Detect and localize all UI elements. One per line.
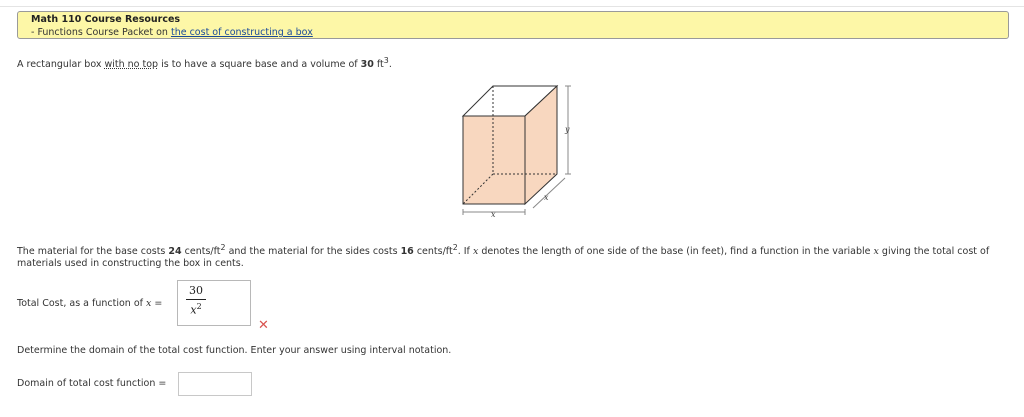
- box-side-face: [525, 86, 557, 204]
- intro-text-2: is to have a square base and a volume of: [158, 59, 361, 71]
- intro-period: .: [388, 59, 392, 71]
- resources-title: Math 110 Course Resources: [31, 14, 181, 25]
- total-cost-label: [17, 298, 162, 309]
- denominator-exponent: 2: [196, 302, 202, 311]
- materials-text-1: The material for the base costs: [17, 246, 169, 258]
- problem-intro: [17, 56, 392, 70]
- materials-text-7: giving the total cost of materials used in constructing the box in cents.: [17, 246, 990, 270]
- resources-line: [31, 27, 313, 38]
- side-cost-value: 16: [400, 246, 414, 258]
- base-cost-value: 24: [168, 246, 182, 258]
- var-x-1: x: [472, 246, 479, 258]
- materials-text-4: cents/ft: [413, 246, 453, 258]
- resources-prefix: - Functions Course Packet on: [31, 27, 171, 38]
- top-divider: [0, 6, 1024, 7]
- cost-label-var: x: [146, 298, 152, 309]
- var-x-2: x: [873, 246, 879, 258]
- course-resources-box: [17, 11, 1009, 39]
- materials-text-3: and the material for the sides costs: [225, 246, 401, 258]
- total-cost-answer-input[interactable]: [177, 280, 251, 326]
- fraction-denominator: [186, 301, 206, 317]
- domain-answer-input[interactable]: [178, 372, 252, 396]
- y-label: y: [565, 125, 570, 134]
- cost-label-equals: =: [151, 298, 163, 309]
- domain-instruction: Determine the domain of the total cost function. Enter your answer using interval notation.: [17, 345, 452, 356]
- intro-text: A rectangular box: [17, 59, 105, 71]
- x-label-depth: x: [544, 193, 549, 202]
- base-exponent: 2: [220, 243, 226, 252]
- volume-unit: ft: [373, 59, 384, 71]
- problem-materials: [17, 242, 1007, 270]
- box-front-face: [463, 116, 525, 204]
- resources-link[interactable]: the cost of constructing a box: [170, 27, 313, 38]
- materials-text-6: denotes the length of one side of the base (in feet), find a function in the variable: [478, 246, 874, 258]
- no-top-term[interactable]: with no top: [104, 59, 159, 71]
- denominator-var: x: [190, 303, 197, 317]
- x-label-width: x: [491, 210, 496, 218]
- box-diagram: [455, 82, 580, 218]
- incorrect-icon: ✕: [258, 318, 269, 333]
- answer-fraction: [186, 285, 206, 317]
- materials-text-2: cents/ft: [181, 246, 221, 258]
- domain-label: Domain of total cost function =: [17, 378, 167, 389]
- fraction-numerator: 30: [189, 284, 203, 297]
- volume-value: 30: [360, 59, 374, 71]
- volume-exponent: 3: [383, 56, 389, 65]
- materials-text-5: . If: [457, 246, 473, 258]
- fraction-bar: [186, 299, 206, 300]
- cost-label-text: Total Cost, as a function of: [17, 298, 147, 309]
- side-exponent: 2: [452, 243, 458, 252]
- box-figure: [455, 82, 580, 221]
